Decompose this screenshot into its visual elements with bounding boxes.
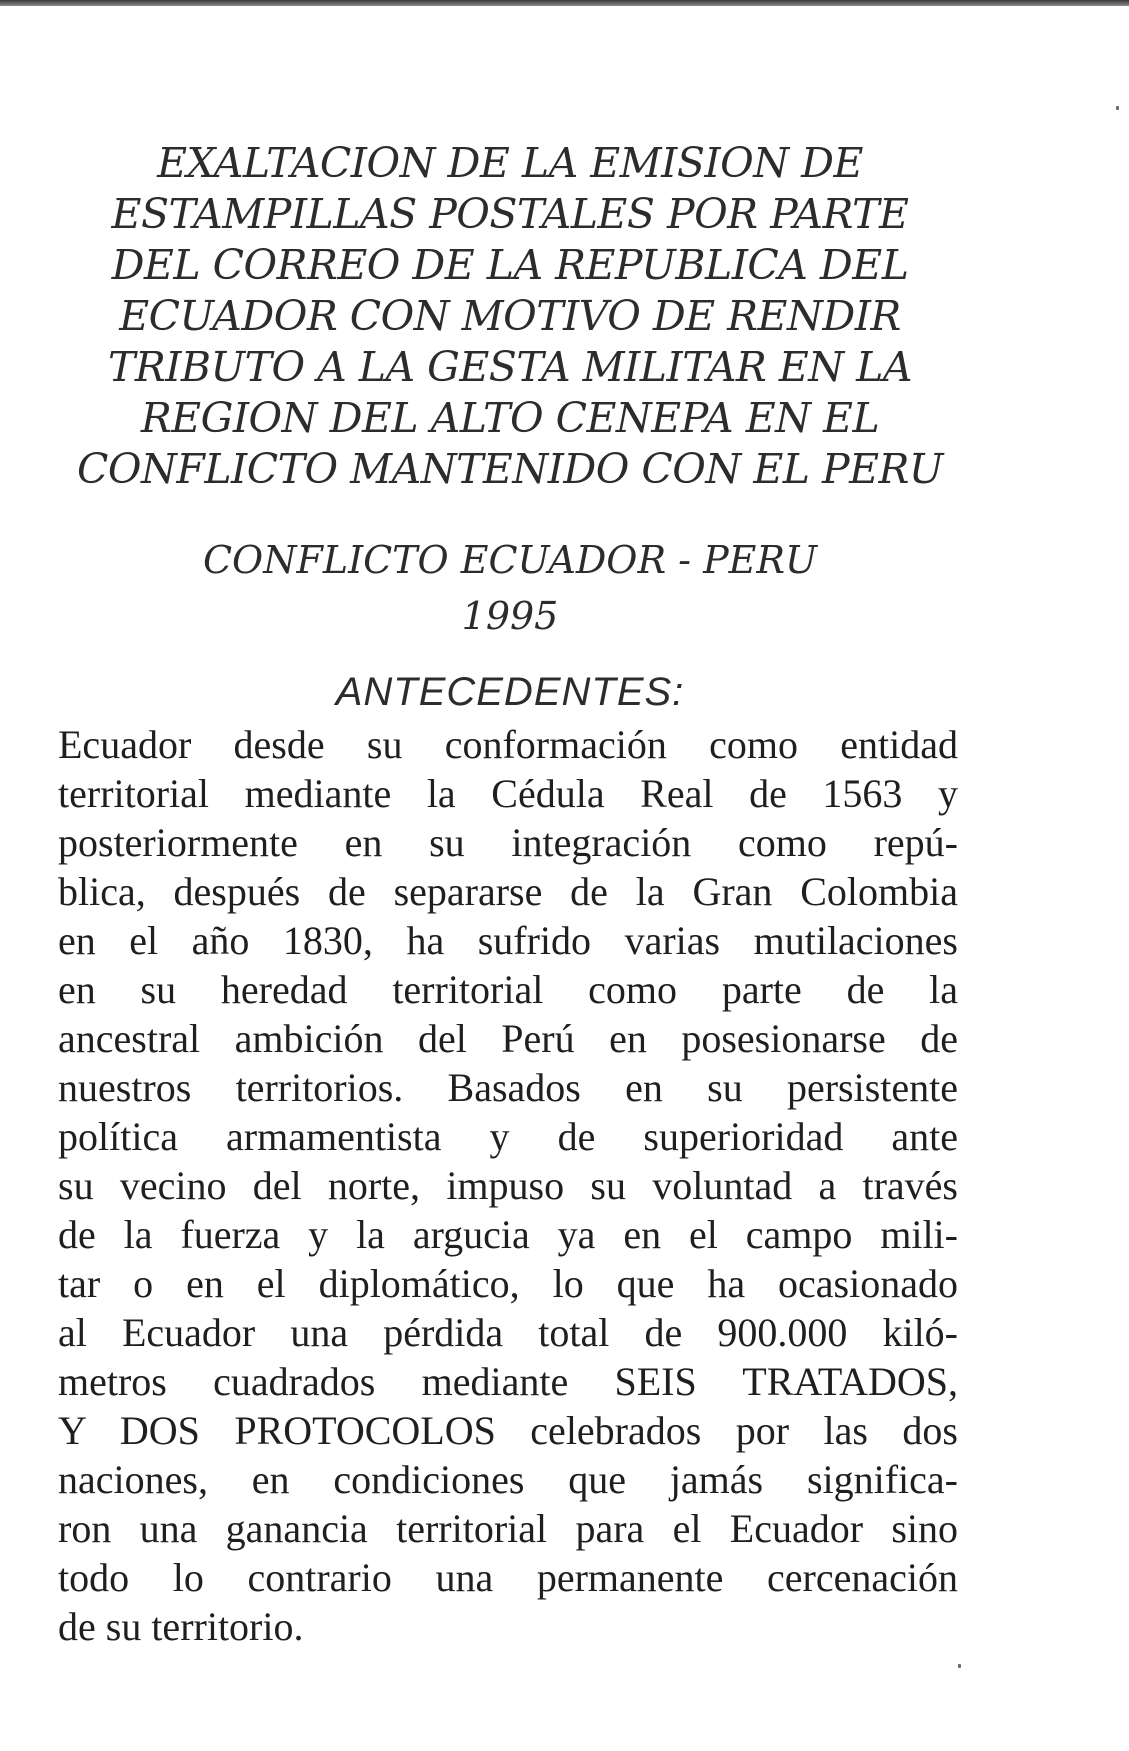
scan-top-edge: [0, 0, 1129, 6]
title-line: ESTAMPILLAS POSTALES POR PARTE: [111, 190, 909, 238]
body-line-last: de su territorio.: [58, 1604, 304, 1649]
body-line: blica, después de separarse de la Gran Colombia: [58, 869, 958, 914]
body-paragraph: [58, 720, 958, 1651]
title-line: CONFLICTO MANTENIDO CON EL PERU: [77, 445, 943, 493]
body-line: territorial mediante la Cédula Real de 1563 y: [58, 771, 958, 816]
scan-speck: [1116, 106, 1119, 110]
body-line: nuestros territorios. Basados en su persistente: [58, 1065, 958, 1110]
title-line: DEL CORREO DE LA REPUBLICA DEL: [111, 241, 909, 289]
section-heading: ANTECEDENTES:: [335, 670, 685, 714]
body-line: ancestral ambición del Perú en posesionarse de: [58, 1016, 958, 1061]
document-subtitle: [60, 532, 960, 644]
body-line: de la fuerza y la argucia ya en el campo mili-: [58, 1212, 958, 1257]
body-line: todo lo contrario una permanente cercenación: [58, 1555, 958, 1600]
title-line: REGION DEL ALTO CENEPA EN EL: [140, 394, 880, 442]
body-line: metros cuadrados mediante SEIS TRATADOS,: [58, 1359, 958, 1404]
document-title: [60, 138, 960, 495]
body-line: en su heredad territorial como parte de la: [58, 967, 958, 1012]
body-line: su vecino del norte, impuso su voluntad a través: [58, 1163, 958, 1208]
subtitle-conflict: CONFLICTO ECUADOR - PERU: [202, 538, 818, 582]
body-line: tar o en el diplomático, lo que ha ocasionado: [58, 1261, 958, 1306]
body-line: posteriormente en su integración como repú-: [58, 820, 958, 865]
scan-speck: [958, 1664, 961, 1668]
body-line: al Ecuador una pérdida total de 900.000 kiló-: [58, 1310, 958, 1355]
body-line: ron una ganancia territorial para el Ecuador sino: [58, 1506, 958, 1551]
body-line: en el año 1830, ha sufrido varias mutilaciones: [58, 918, 958, 963]
body-line: política armamentista y de superioridad ante: [58, 1114, 958, 1159]
title-line: EXALTACION DE LA EMISION DE: [157, 139, 863, 187]
body-line: naciones, en condiciones que jamás significa-: [58, 1457, 958, 1502]
subtitle-year: 1995: [461, 594, 559, 638]
body-line: Y DOS PROTOCOLOS celebrados por las dos: [58, 1408, 958, 1453]
title-line: ECUADOR CON MOTIVO DE RENDIR: [119, 292, 901, 340]
body-line: Ecuador desde su conformación como entidad: [58, 722, 958, 767]
title-line: TRIBUTO A LA GESTA MILITAR EN LA: [108, 343, 912, 391]
